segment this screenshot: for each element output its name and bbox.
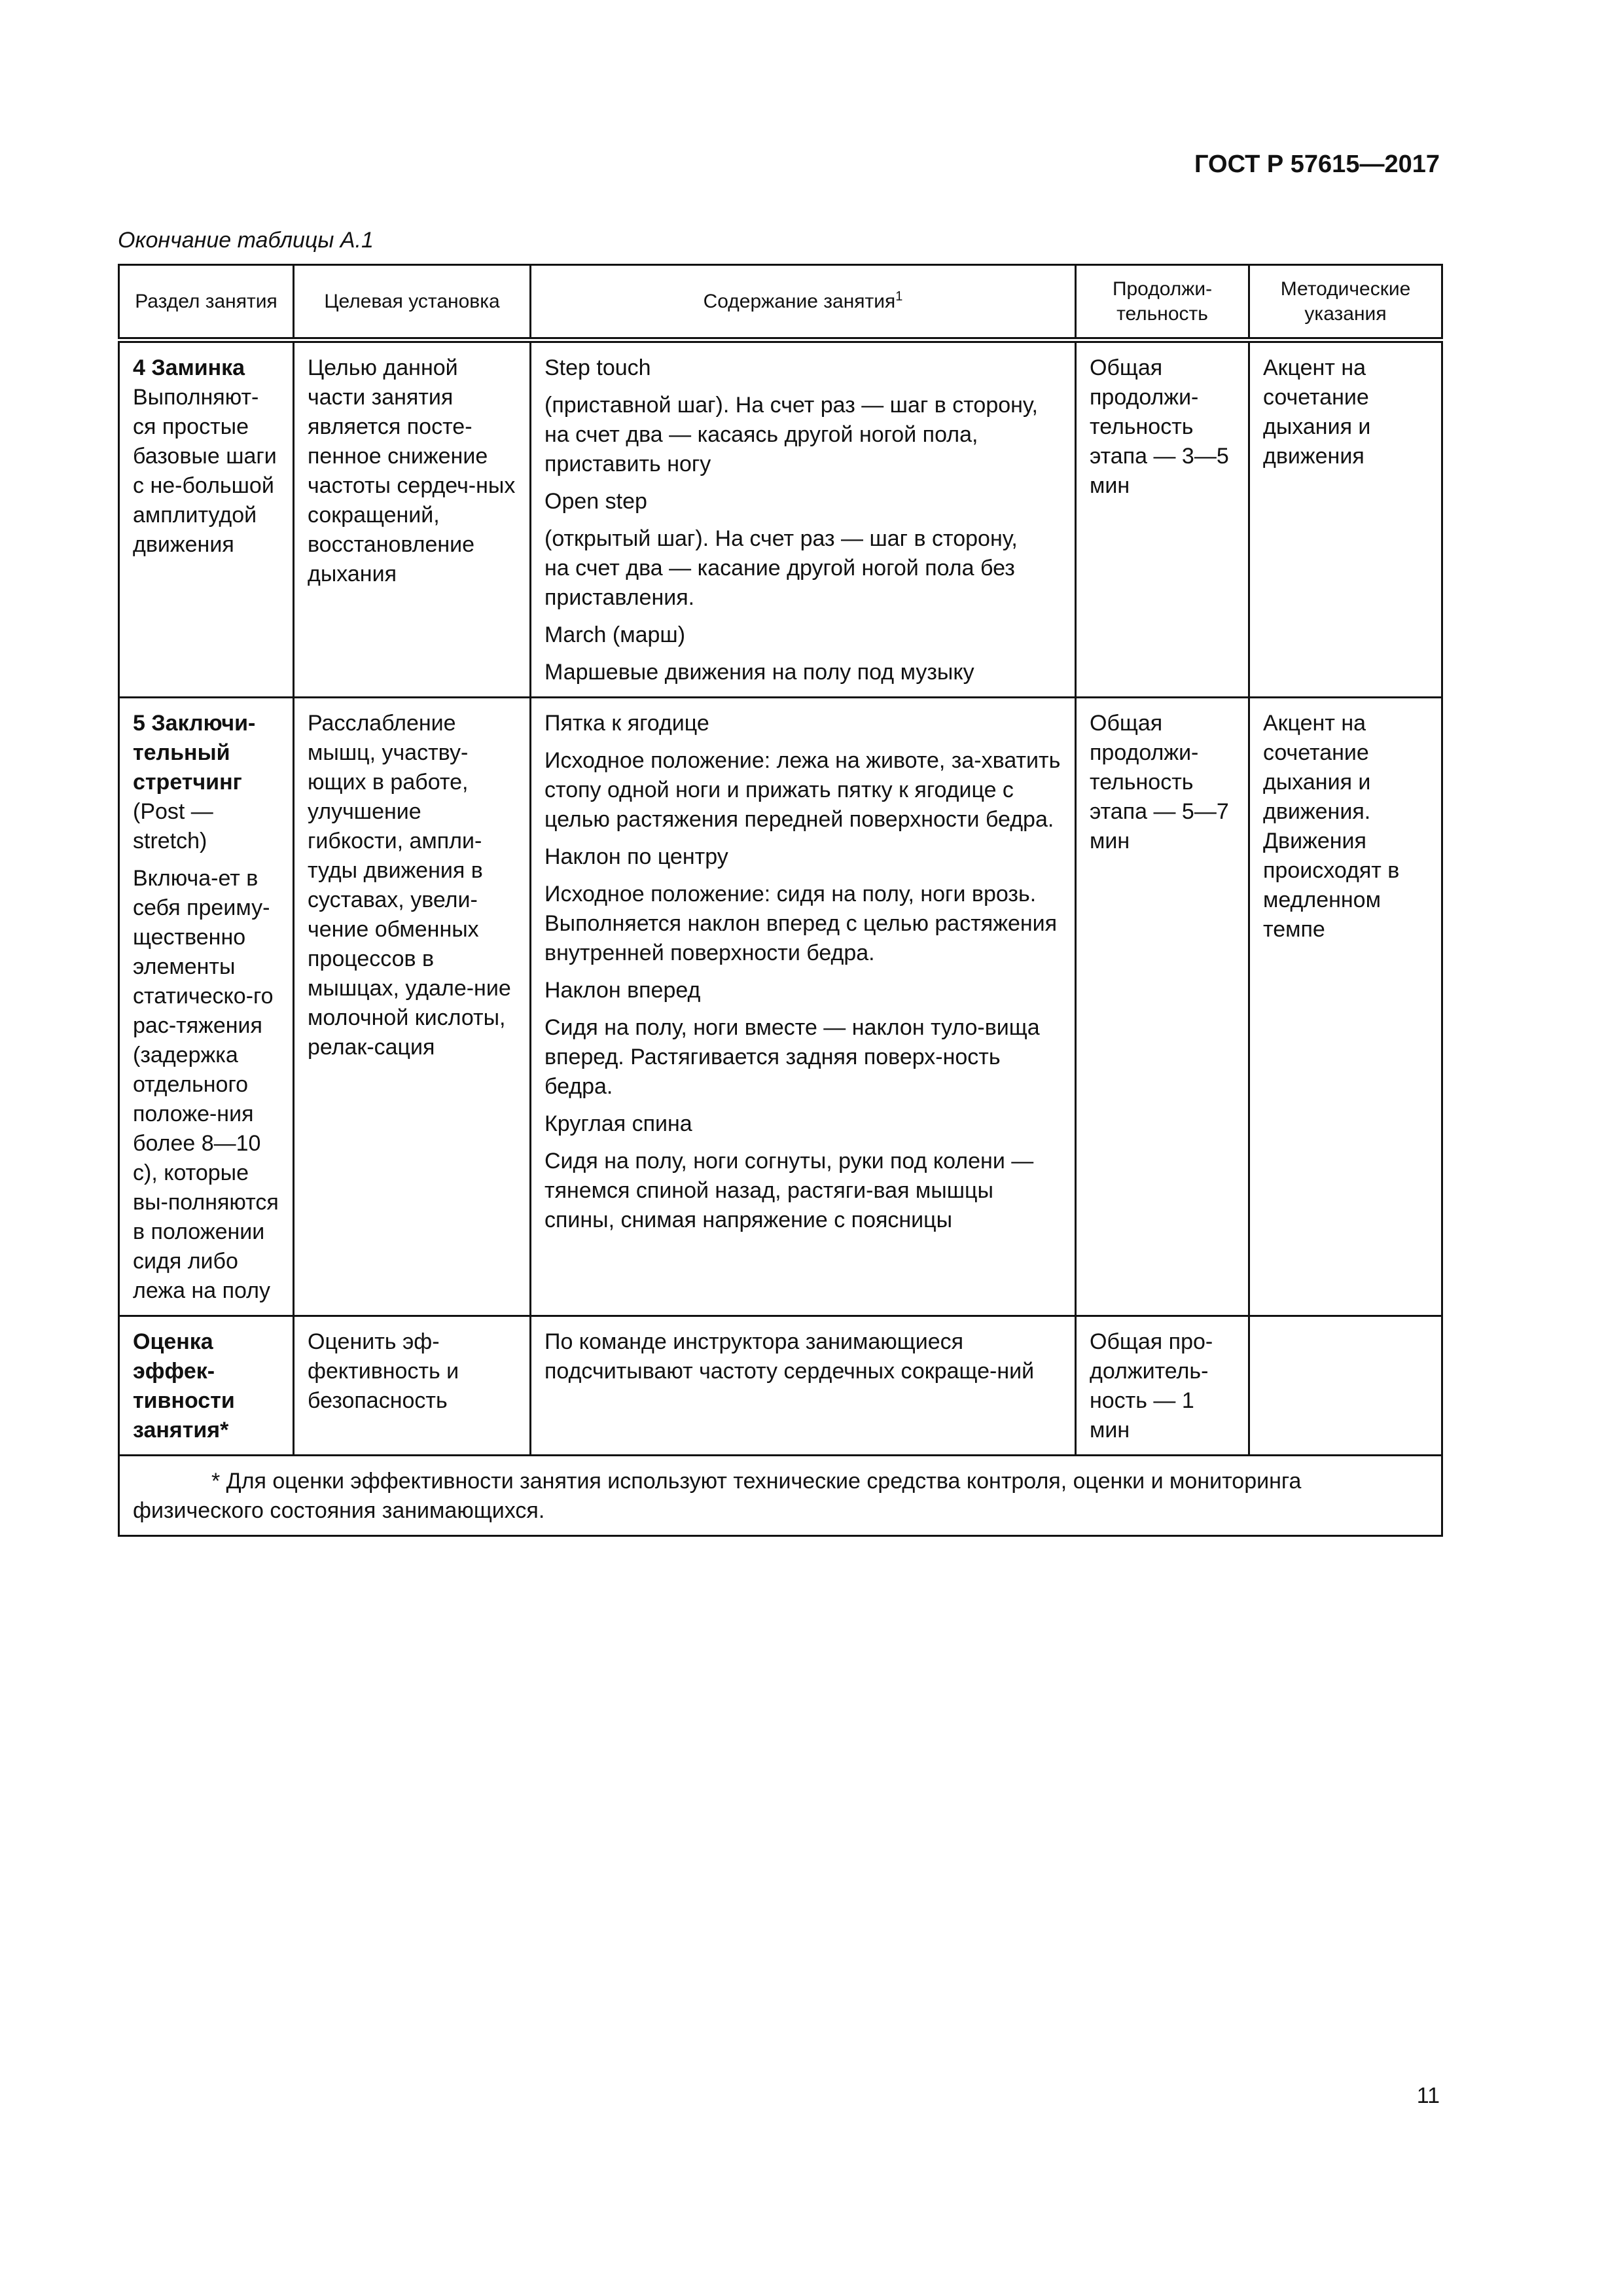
section-cell: [119, 340, 294, 698]
guidance-cell: Акцент на сочетание дыхания и движения. Движения происходят в медленном темпе: [1249, 698, 1442, 1316]
goal-cell: Оценить эф-фективность и безопасность: [294, 1316, 531, 1456]
duration-cell: Общая продолжи-тельность этапа — 5—7 мин: [1076, 698, 1249, 1316]
exercise-name: Step touch: [544, 355, 651, 380]
table-footnote: [119, 1456, 1442, 1536]
exercise-text: Сидя на полу, ноги вместе — наклон туло-вища вперед. Растягивается задняя поверх-ность бедра.: [544, 1015, 1040, 1099]
content-cell: [531, 698, 1076, 1316]
section-cell: [119, 698, 294, 1316]
column-header-section: Раздел занятия: [119, 265, 294, 340]
exercise-text: (открытый шаг). На счет раз — шаг в сторону,: [544, 526, 1018, 551]
footnote-mark: 1: [895, 289, 903, 304]
page-number: 11: [1416, 2083, 1440, 2108]
exercise-name: Круглая спина: [544, 1111, 692, 1136]
column-header-content: [531, 265, 1076, 340]
exercise-text: Исходное положение: лежа на животе, за-хватить стопу одной ноги и прижать пятку к ягодице с целью растяжения передней поверхности бедра.: [544, 748, 1061, 832]
column-header-guidance: Методические указания: [1249, 265, 1442, 340]
guidance-cell: [1249, 1316, 1442, 1456]
column-header-goal: Целевая установка: [294, 265, 531, 340]
section-description: Включа-ет в себя преиму-щественно элементы статическо-го рас-тяжения (задержка отдельного положе-ния более 8—10 с), которые вы-полняются в положении сидя либо лежа на полу: [133, 866, 279, 1303]
content-cell: [531, 1316, 1076, 1456]
footnote-text: * Для оценки эффективности занятия используют технические средства контроля, оценки и мониторинга физического состояния занимающихся.: [133, 1469, 1302, 1523]
exercise-text: на счет два — касание другой ногой пола без приставления.: [544, 556, 1015, 610]
table-row-evaluation: [119, 1316, 1442, 1456]
exercise-name: Пятка к ягодице: [544, 711, 709, 736]
exercise-name: March (марш): [544, 622, 686, 647]
section-title: Оценка эффек-тивности занятия*: [133, 1329, 235, 1443]
standard-header: ГОСТ Р 57615—2017: [1194, 151, 1440, 178]
table-row-stretching: [119, 698, 1442, 1316]
content-cell: [531, 340, 1076, 698]
exercise-name: Наклон вперед: [544, 978, 701, 1003]
section-note: (Post — stretch): [133, 799, 213, 853]
goal-cell: Расслабление мышц, участву-ющих в работе, улучшение гибкости, ампли-туды движения в суставах, увели-чение обменных процессов в мышцах, удале-ние молочной кислоты, релак-сация: [294, 698, 531, 1316]
exercise-text: Маршевые движения на полу под музыку: [544, 660, 974, 685]
column-header-duration: Продолжи-тельность: [1076, 265, 1249, 340]
section-description: Выполняют-ся простые базовые шаги с не-большой амплитудой движения: [133, 385, 277, 557]
exercise-text: Сидя на полу, ноги согнуты, руки под колени — тянемся спиной назад, растяги-вая мышцы спины, снимая напряжение с поясницы: [544, 1149, 1034, 1232]
table-footnote-row: [119, 1456, 1442, 1536]
exercise-text: (приставной шаг). На счет раз — шаг в сторону,: [544, 393, 1038, 418]
exercise-name: Open step: [544, 489, 647, 514]
exercise-text: Исходное положение: сидя на полу, ноги врозь. Выполняется наклон вперед с целью растяжения внутренней поверхности бедра.: [544, 882, 1058, 965]
table-caption: Окончание таблицы А.1: [118, 228, 374, 253]
exercise-text: По команде инструктора занимающиеся подсчитывают частоту сердечных сокраще-ний: [544, 1329, 1035, 1384]
guidance-cell: Акцент на сочетание дыхания и движения: [1249, 340, 1442, 698]
goal-cell: Целью данной части занятия является посте-пенное снижение частоты сердеч-ных сокращений, восстановление дыхания: [294, 340, 531, 698]
table-header-row: [119, 265, 1442, 340]
column-header-content-label: Содержание занятия: [703, 290, 896, 312]
duration-cell: Общая про-должитель-ность — 1 мин: [1076, 1316, 1249, 1456]
section-title: 4 Заминка: [133, 355, 245, 380]
exercise-name: Наклон по центру: [544, 844, 728, 869]
exercise-text: на счет два — касаясь другой ногой пола, приставить ногу: [544, 422, 978, 476]
section-title: 5 Заключи-тельный стретчинг: [133, 711, 256, 795]
table-row-cooldown: [119, 340, 1442, 698]
exercise-table: [118, 264, 1443, 1537]
section-cell: [119, 1316, 294, 1456]
duration-cell: Общая продолжи-тельность этапа — 3—5 мин: [1076, 340, 1249, 698]
